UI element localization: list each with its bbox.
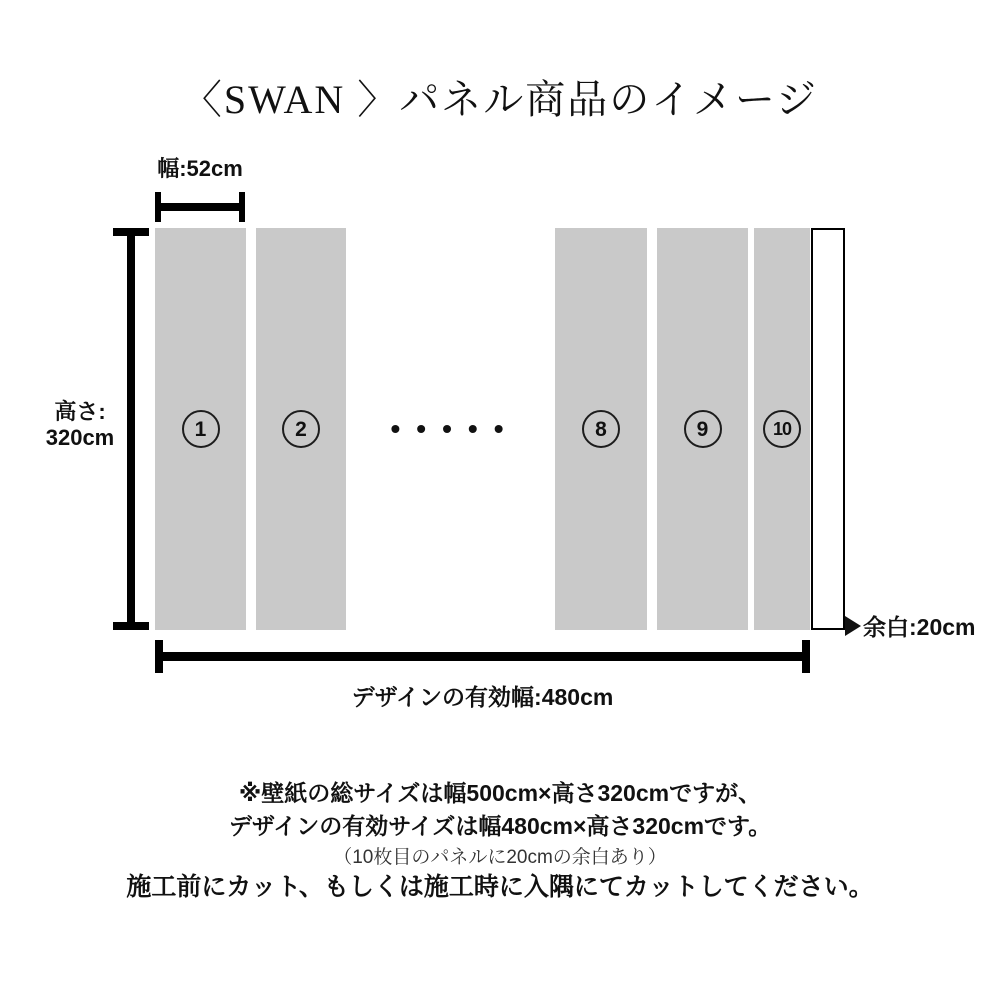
bracket-end-cap — [113, 622, 149, 630]
panel-width-label: 幅:52cm — [157, 156, 243, 181]
panel-number-badge: 10 — [763, 410, 801, 448]
height-label-line1: 高さ: — [54, 399, 106, 424]
height-measure-bracket — [113, 228, 149, 630]
margin-size-label: 余白:20cm — [863, 614, 976, 640]
panel-number-badge: 8 — [582, 410, 620, 448]
ellipsis-dots: ••••• — [390, 413, 520, 444]
bracket-end-cap — [802, 640, 810, 673]
bracket-end-cap — [239, 192, 245, 222]
margin-callout — [845, 609, 975, 642]
panel-1 — [155, 228, 246, 630]
bracket-bar — [155, 203, 245, 211]
panel-9 — [657, 228, 748, 630]
bracket-bar — [127, 228, 135, 630]
bracket-bar — [155, 652, 810, 661]
page-title: 〈SWAN 〉パネル商品のイメージ — [181, 77, 819, 122]
arrow-right-icon — [845, 616, 861, 636]
note-margin-detail: （10枚目のパネルに20cmの余白あり） — [333, 847, 667, 868]
panel-2 — [256, 228, 346, 630]
panel-number-badge: 1 — [182, 410, 220, 448]
blank-margin-strip — [811, 228, 845, 630]
panel-number-badge: 9 — [684, 410, 722, 448]
height-label-line2: 320cm — [45, 425, 115, 450]
width-measure-bracket — [155, 192, 245, 222]
panel-8 — [555, 228, 647, 630]
note-cut-instruction: 施工前にカット、もしくは施工時に入隅にてカットしてください。 — [126, 873, 874, 901]
note-total-size: ※壁紙の総サイズは幅500cm×高さ320cmですが、 — [238, 780, 762, 806]
panel-number-badge: 2 — [282, 410, 320, 448]
panel-10 — [754, 228, 810, 630]
effective-width-label: デザインの有効幅:480cm — [351, 684, 614, 710]
effective-width-measure-bracket — [155, 640, 810, 673]
note-effective-size: デザインの有効サイズは幅480cm×高さ320cmです。 — [228, 813, 772, 839]
